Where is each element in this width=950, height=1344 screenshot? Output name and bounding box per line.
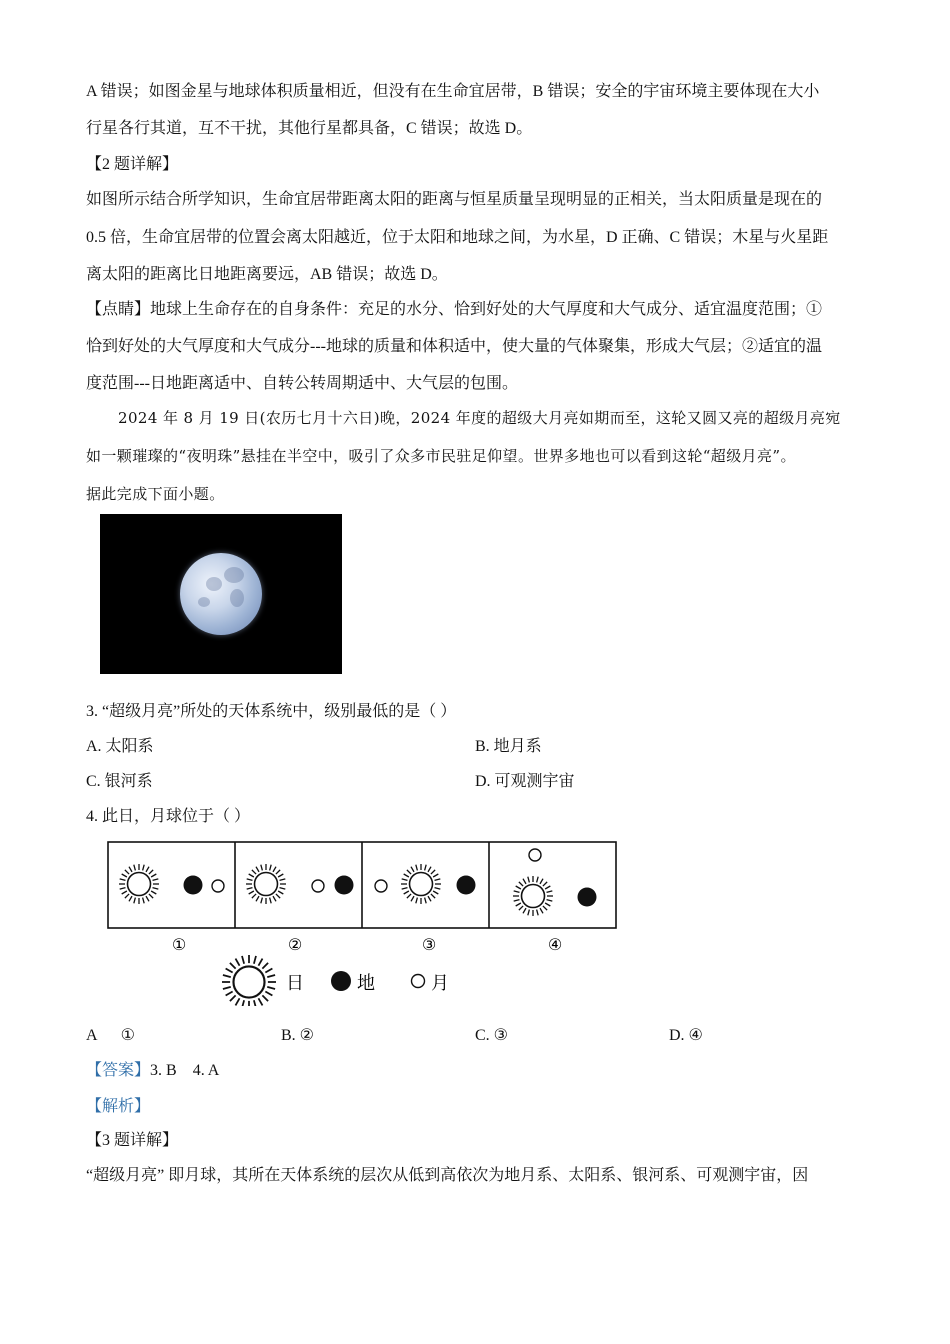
q4-option-d[interactable]: D. ④ bbox=[669, 1027, 703, 1044]
answer-tag: 【答案】 bbox=[86, 1062, 151, 1079]
q4-option-a[interactable]: A ① bbox=[86, 1027, 136, 1044]
moon-icon bbox=[529, 849, 541, 861]
para-line-4: 如图所示结合所学知识，生命宜居带距离太阳的距离与恒星质量呈现明显的正相关，当太阳质量是现在的 bbox=[86, 191, 823, 208]
para-line-5: 0.5 倍，生命宜居带的位置会离太阳越近，位于太阳和地球之间，为水星，D 正确、C 错误；木星与火星距 bbox=[86, 229, 829, 246]
legend bbox=[222, 955, 449, 1006]
panel-label-1: ① bbox=[171, 935, 187, 954]
sun-icon bbox=[246, 864, 286, 904]
para-line-6: 离太阳的距离比日地距离要远，AB 错误；故选 D。 bbox=[86, 266, 448, 283]
sun-icon bbox=[119, 864, 159, 904]
panel-label-4: ④ bbox=[547, 935, 563, 954]
para-line-1: A 错误；如图金星与地球体积质量相近，但没有在生命宜居带，B 错误；安全的宇宙环境主要体现在大小 bbox=[86, 83, 820, 100]
legend-moon-label: 月 bbox=[431, 973, 449, 994]
para-line-2: 行星各行其道，互不干扰，其他行星都具备，C 错误；故选 D。 bbox=[86, 120, 533, 137]
moon-icon bbox=[312, 880, 324, 892]
q3-option-b[interactable]: B. 地月系 bbox=[475, 738, 542, 755]
legend-sun-icon bbox=[222, 955, 276, 1006]
tip-line-1: 【点睛】地球上生命存在的自身条件：充足的水分、恰到好处的大气厚度和大气成分、适宜温度范围；① bbox=[86, 301, 823, 318]
q3-option-a[interactable]: A. 太阳系 bbox=[86, 738, 154, 755]
answer-line bbox=[86, 1061, 866, 1081]
moon-icon bbox=[212, 880, 224, 892]
sun-icon bbox=[401, 864, 441, 904]
q3-option-c[interactable]: C. 银河系 bbox=[86, 773, 153, 790]
moon-icon bbox=[375, 880, 387, 892]
q4-option-b[interactable]: B. ② bbox=[281, 1027, 315, 1044]
moon-disc bbox=[180, 553, 262, 635]
section-heading-q3: 【3 题详解】 bbox=[86, 1132, 179, 1149]
material-line-1: 2024 年 8 月 19 日(农历七月十六日)晚，2024 年度的超级大月亮如期而至，这轮又圆又亮的超级月亮宛 bbox=[118, 409, 841, 427]
q4-option-c[interactable]: C. ③ bbox=[475, 1027, 509, 1044]
analysis-tag: 【解析】 bbox=[86, 1098, 151, 1115]
sun-icon bbox=[513, 876, 553, 916]
section-heading-q2: 【2 题详解】 bbox=[86, 156, 179, 173]
earth-icon bbox=[578, 888, 597, 907]
legend-moon-icon bbox=[412, 975, 425, 988]
analysis-q3-text: “超级月亮” 即月球，其所在天体系统的层次从低到高依次为地月系、太阳系、银河系、可观测宇宙，因 bbox=[86, 1167, 809, 1184]
panel-label-3: ③ bbox=[421, 935, 437, 954]
material-line-3: 据此完成下面小题。 bbox=[86, 485, 225, 503]
tip-line-2: 恰到好处的大气厚度和大气成分---地球的质量和体积适中，使大量的气体聚集，形成大气层；②适宜的温 bbox=[86, 338, 822, 355]
q3-stem: 3. “超级月亮”所处的天体系统中，级别最低的是（ ） bbox=[86, 703, 457, 720]
legend-earth-label: 地 bbox=[357, 973, 375, 994]
earth-icon bbox=[457, 876, 476, 895]
answer-text: 3. B 4. A bbox=[150, 1062, 220, 1079]
legend-earth-icon bbox=[331, 971, 351, 991]
material-line-2: 如一颗璀璨的“夜明珠”悬挂在半空中，吸引了众多市民驻足仰望。世界多地也可以看到这轮“超级月亮”。 bbox=[86, 447, 796, 465]
q4-stem: 4. 此日，月球位于（ ） bbox=[86, 808, 251, 825]
sun-earth-moon-diagram bbox=[106, 840, 626, 1011]
q3-option-d[interactable]: D. 可观测宇宙 bbox=[475, 773, 575, 790]
panel-label-2: ② bbox=[287, 935, 303, 954]
earth-icon bbox=[335, 876, 354, 895]
supermoon-photo bbox=[100, 514, 342, 674]
legend-sun-label: 日 bbox=[286, 973, 304, 994]
tip-line-3: 度范围---日地距离适中、自转公转周期适中、大气层的包围。 bbox=[86, 375, 518, 392]
earth-icon bbox=[184, 876, 203, 895]
